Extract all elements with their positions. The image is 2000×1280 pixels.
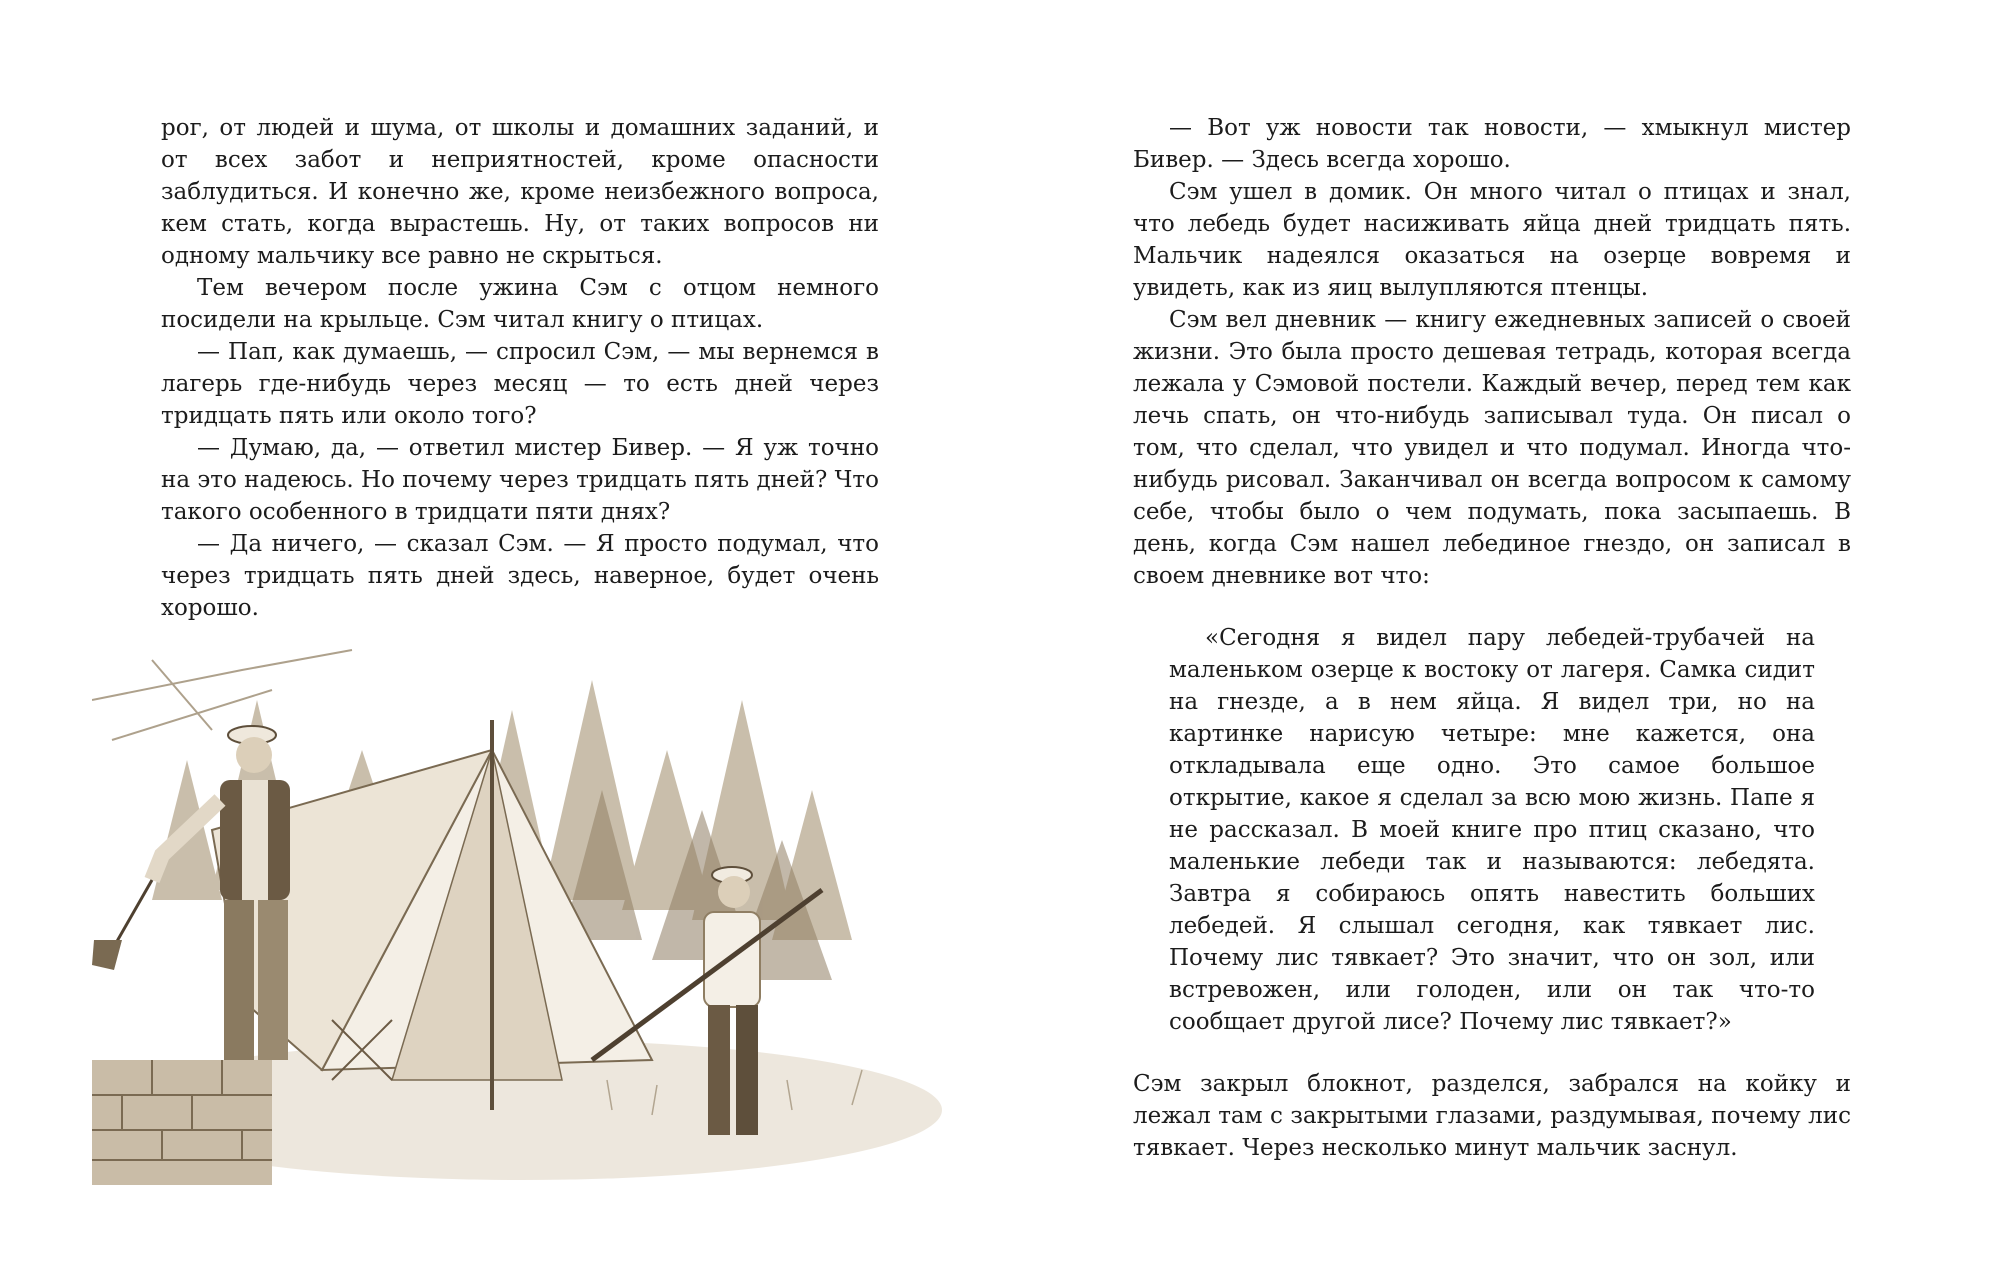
camp-illustration xyxy=(92,640,992,1185)
paragraph: — Да ничего, — сказал Сэм. — Я просто подумал, что через тридцать пять дней здесь, наверное, будет очень хорошо. xyxy=(161,531,879,621)
right-page xyxy=(1000,0,2000,1280)
left-text-column xyxy=(161,112,879,624)
diary-quote: «Сегодня я видел пару лебедей-трубачей на маленьком озерце к востоку от лагеря. Самка сидит на гнезде, а в нем яйца. Я видел три, но на картинке нарисую четыре: мне кажется, она откладывала еще одно. Это самое большое открытие, какое я сделал за всю мою жизнь. Папе я не рассказал. В моей книге про птиц сказано, что маленькие лебеди так и называются: лебедята. Завтра я собираюсь опять навестить больших лебедей. Я слышал сегодня, как тявкает лис. Почему лис тявкает? Это значит, что он зол, или встревожен, или голоден, или он так что-то сообщает другой лисе? Почему лис тявкает?» xyxy=(1169,625,1815,1035)
stone-wall xyxy=(92,1060,272,1185)
paragraph: Сэм вел дневник — книгу ежедневных записей о своей жизни. Это была просто дешевая тетрадь, которая всегда лежала у Сэмовой постели. Каждый вечер, перед тем как лечь спать, он что-нибудь записывал туда. Он писал о том, что сделал, что увидел и что подумал. Иногда что-нибудь рисовал. Заканчивал он всегда вопросом к самому себе, чтобы было о чем подумать, пока засыпаешь. В день, когда Сэм нашел лебединое гнездо, он записал в своем дневнике вот что: xyxy=(1133,307,1851,589)
paragraph: — Думаю, да, — ответил мистер Бивер. — Я уж точно на это надеюсь. Но почему через тридцать пять дней? Что такого особенного в тридцати пяти днях? xyxy=(161,435,879,525)
closing-paragraph: Сэм закрыл блокнот, разделся, забрался на койку и лежал там с закрытыми глазами, раздумывая, почему лис тявкает. Через несколько минут мальчик заснул. xyxy=(1133,1071,1851,1161)
paragraph: Сэм ушел в домик. Он много читал о птицах и знал, что лебедь будет насиживать яйца дней тридцать пять. Мальчик надеялся оказаться на озерце вовремя и увидеть, как из яиц вылупляются птенцы. xyxy=(1133,179,1851,301)
paragraph: — Пап, как думаешь, — спросил Сэм, — мы вернемся в лагерь где-нибудь через месяц — то есть дней через тридцать пять или около того? xyxy=(161,339,879,429)
paragraph: — Вот уж новости так новости, — хмыкнул мистер Бивер. — Здесь всегда хорошо. xyxy=(1133,115,1851,173)
paragraph: Тем вечером после ужина Сэм с отцом немного посидели на крыльце. Сэм читал книгу о птицах. xyxy=(161,275,879,333)
right-text-column xyxy=(1133,112,1851,1164)
paragraph: рог, от людей и шума, от школы и домашних заданий, и от всех забот и неприятностей, кроме опасности заблудиться. И конечно же, кроме неизбежного вопроса, кем стать, когда вырастешь. Ну, от таких вопросов ни одному мальчику все равно не скрыться. xyxy=(161,115,879,269)
